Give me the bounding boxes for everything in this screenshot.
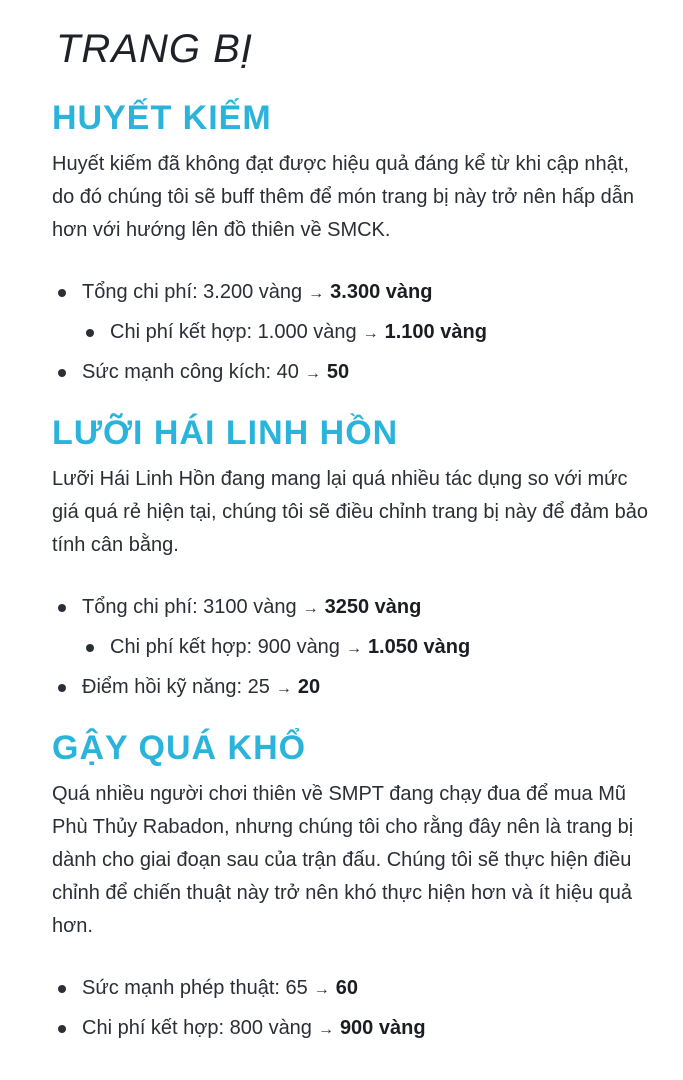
change-old-value: Chi phí kết hợp: 800 vàng	[82, 1017, 312, 1039]
arrow-right-icon: →	[308, 285, 325, 302]
change-old-value: Sức mạnh công kích: 40	[82, 361, 299, 383]
change-old-value: Tổng chi phí: 3100 vàng	[82, 596, 297, 618]
change-item	[52, 969, 653, 1009]
change-item	[52, 588, 653, 628]
change-new-value: 60	[335, 977, 359, 999]
change-new-value: 20	[297, 676, 321, 698]
arrow-right-icon: →	[304, 365, 321, 382]
section-title: GẬY QUÁ KHỔ	[52, 729, 307, 767]
arrow-right-icon: →	[317, 1021, 334, 1038]
change-list	[52, 273, 653, 393]
change-item	[52, 353, 653, 393]
section-luoi-hai-linh-hon	[52, 411, 653, 708]
arrow-right-icon: →	[362, 325, 379, 342]
change-old-value: Chi phí kết hợp: 900 vàng	[110, 636, 340, 658]
change-old-value: Sức mạnh phép thuật: 65	[82, 977, 308, 999]
change-new-value: 50	[326, 361, 350, 383]
change-list	[52, 588, 653, 708]
change-new-value: 3.300 vàng	[330, 281, 433, 303]
section-title: LƯỠI HÁI LINH HỒN	[52, 414, 399, 452]
arrow-right-icon: →	[302, 600, 319, 617]
change-old-value: Điểm hồi kỹ năng: 25	[82, 676, 270, 698]
change-new-value: 1.050 vàng	[367, 636, 471, 658]
page-title: TRANG BỊ	[56, 27, 253, 71]
section-huyet-kiem	[52, 96, 653, 393]
change-item	[52, 1009, 653, 1049]
section-description: Lưỡi Hái Linh Hồn đang mang lại quá nhiều tác dụng so với mức giá quá rẻ hiện tại, chúng tôi sẽ điều chỉnh trang bị này để đảm bảo tính cân bằng.	[52, 468, 648, 556]
change-item	[52, 273, 653, 313]
change-item-sub	[52, 628, 653, 668]
change-item	[52, 668, 653, 708]
change-item-sub	[52, 313, 653, 353]
change-old-value: Chi phí kết hợp: 1.000 vàng	[110, 321, 357, 343]
change-list	[52, 969, 653, 1049]
arrow-right-icon: →	[345, 640, 362, 657]
section-gay-qua-kho	[52, 726, 653, 1049]
section-title: HUYẾT KIẾM	[52, 99, 272, 137]
section-description: Quá nhiều người chơi thiên về SMPT đang chạy đua để mua Mũ Phù Thủy Rabadon, nhưng chúng tôi cho rằng đây nên là trang bị dành cho giai đoạn sau của trận đấu. Chúng tôi sẽ thực hiện điều chỉnh để chiến thuật này trở nên khó thực hiện hơn và ít hiệu quả hơn.	[52, 783, 634, 937]
change-old-value: Tổng chi phí: 3.200 vàng	[82, 281, 303, 303]
change-new-value: 3250 vàng	[324, 596, 422, 618]
section-description: Huyết kiếm đã không đạt được hiệu quả đáng kể từ khi cập nhật, do đó chúng tôi sẽ buff thêm để món trang bị này trở nên hấp dẫn hơn với hướng lên đồ thiên về SMCK.	[52, 153, 635, 241]
change-new-value: 1.100 vàng	[384, 321, 487, 343]
arrow-right-icon: →	[313, 981, 330, 998]
change-new-value: 900 vàng	[339, 1017, 426, 1039]
arrow-right-icon: →	[275, 680, 292, 697]
